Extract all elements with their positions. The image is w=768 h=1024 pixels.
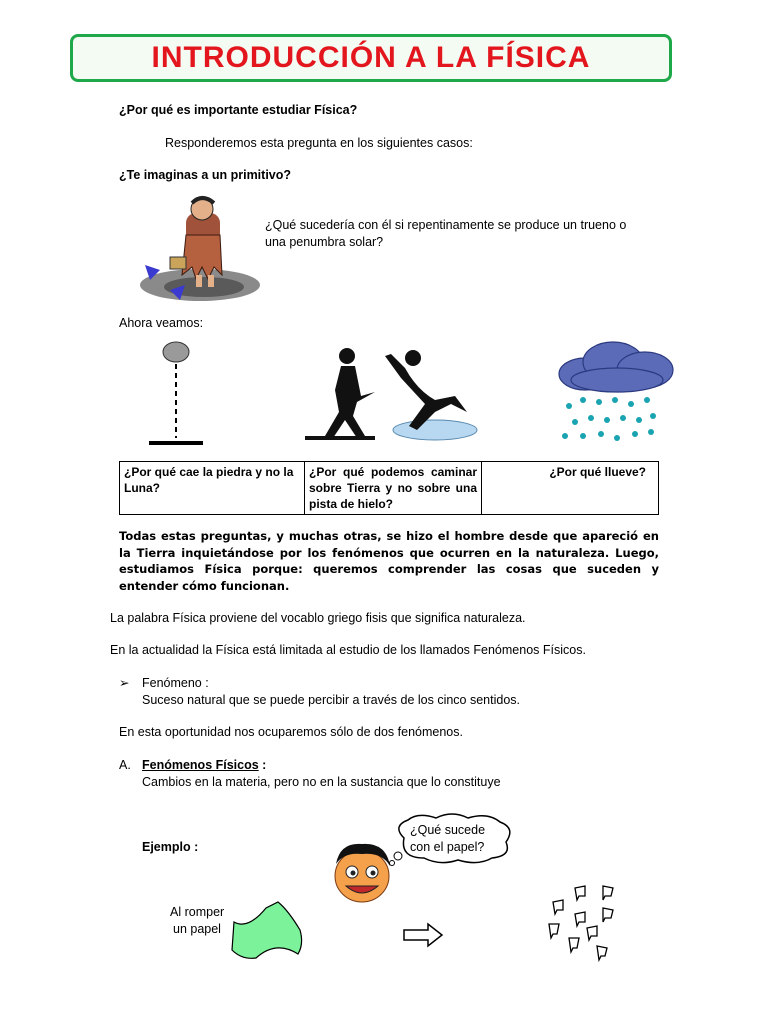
question-important: ¿Por qué es importante estudiar Física?	[119, 103, 358, 117]
fenomeno-definition: Suceso natural que se puede percibir a través de los cinco sentidos.	[142, 693, 521, 707]
right-arrow-icon	[402, 922, 444, 948]
section-a-definition: Cambios en la materia, pero no en la sustancia que lo constituye	[142, 775, 501, 789]
section-a-title: Fenómenos Físicos	[142, 758, 259, 772]
example-label: Ejemplo :	[142, 840, 199, 854]
rain-cloud-illustration	[555, 338, 685, 453]
question-primitive: ¿Te imaginas a un primitivo?	[119, 168, 292, 182]
intro-paragraph: Todas estas preguntas, y muchas otras, se hizo el hombre desde que apareció en la Tierra inquietándose por los fenómenos que ocurren en la naturaleza. Luego, estudiamos Física porque: queremos comprender las cosas que suceden y entender cómo funcionan.	[119, 529, 659, 593]
primitive-text-line2: una penumbra solar?	[265, 235, 384, 249]
section-a-colon: :	[258, 758, 267, 772]
section-a-marker: A.	[119, 758, 131, 772]
title-box	[70, 34, 672, 82]
caveman-illustration	[130, 195, 262, 307]
fenomeno-label: Fenómeno :	[142, 676, 209, 690]
thinking-face-illustration	[326, 838, 396, 906]
falling-stone-illustration	[145, 338, 207, 448]
page-title: INTRODUCCIÓN A LA FÍSICA	[151, 41, 591, 74]
now-see-label: Ahora veamos:	[119, 316, 204, 330]
answer-intro: Responderemos esta pregunta en los siguientes casos:	[165, 136, 473, 150]
primitive-text-line1: ¿Qué sucedería con él si repentinamente se produce un trueno o	[265, 218, 627, 232]
tear-paper-line1: Al romper	[170, 905, 225, 919]
two-phenomena-text: En esta oportunidad nos ocuparemos sólo de dos fenómenos.	[119, 725, 463, 739]
green-paper-illustration	[228, 900, 310, 962]
table-cell-stone: ¿Por qué cae la piedra y no la Luna?	[120, 462, 305, 515]
word-origin-text: La palabra Física proviene del vocablo griego fisis que significa naturaleza.	[110, 611, 526, 625]
physics-limited-text: En la actualidad la Física está limitada al estudio de los llamados Fenómenos Físicos.	[110, 643, 586, 657]
walking-slipping-illustration	[305, 340, 480, 445]
torn-paper-pieces-illustration	[545, 882, 620, 964]
tear-paper-line2: un papel	[173, 922, 221, 936]
table-cell-rain: ¿Por qué llueve?	[482, 462, 659, 515]
bullet-marker: ➢	[119, 676, 130, 690]
bubble-text-line2: con el papel?	[410, 840, 485, 854]
bubble-text-line1: ¿Qué sucede	[410, 823, 486, 837]
questions-table	[119, 461, 659, 515]
table-cell-walk: ¿Por qué podemos caminar sobre Tierra y no sobre una pista de hielo?	[305, 462, 482, 515]
